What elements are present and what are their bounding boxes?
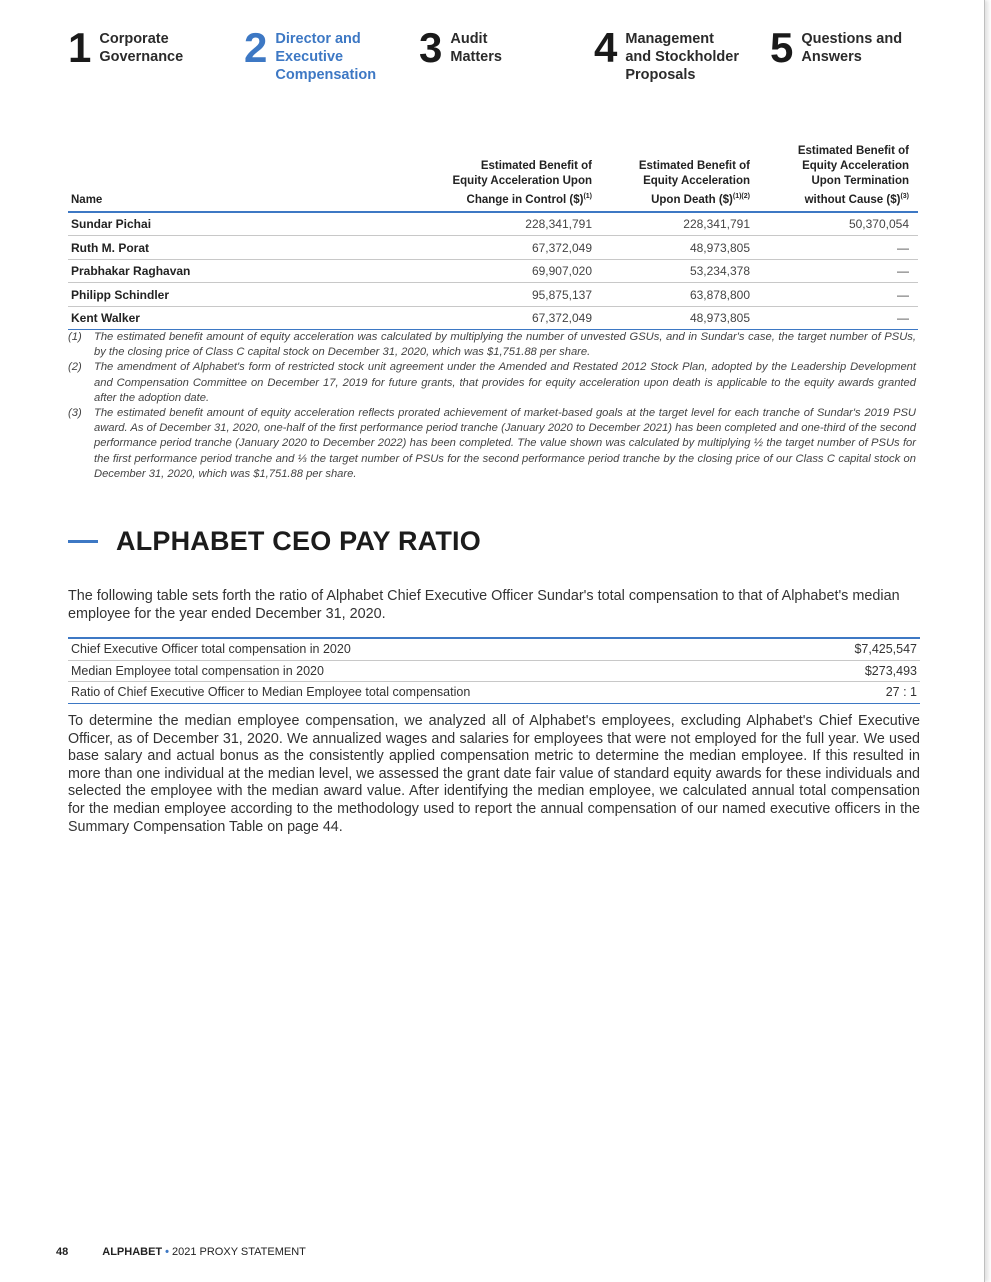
nav-item-compensation[interactable] (244, 24, 377, 84)
cell-change-in-control: 95,875,137 (423, 283, 601, 307)
nav-number: 4 (594, 24, 618, 71)
nav-item-audit-matters[interactable] (419, 24, 502, 71)
cell-death: 228,341,791 (601, 212, 759, 236)
row-value: 27 : 1 (885, 685, 917, 700)
nav-number: 3 (419, 24, 443, 71)
cell-termination: — (759, 259, 918, 283)
row-name: Philipp Schindler (68, 283, 423, 307)
row-name: Sundar Pichai (68, 212, 423, 236)
row-name: Ruth M. Porat (68, 236, 423, 260)
header-death: Estimated Benefit of Equity Acceleration Upon Death ($)$^{(1)(2)}$ (638, 160, 750, 206)
table-row (68, 306, 918, 330)
nav-label: Corporate Governance (99, 31, 184, 65)
nav-item-proposals[interactable] (594, 24, 739, 84)
cell-termination: — (759, 283, 918, 307)
table-row (68, 212, 918, 236)
nav-item-corporate-governance[interactable] (68, 24, 184, 71)
section-nav (68, 24, 921, 90)
table-row (68, 638, 920, 660)
section-heading: ALPHABET CEO PAY RATIO (116, 526, 481, 556)
header-termination: Estimated Benefit of Equity Acceleration Upon Termination without Cause ($)$^{(3)}$ (797, 145, 909, 206)
cell-death: 48,973,805 (601, 306, 759, 330)
footnote-text: The estimated benefit amount of equity acceleration reflects prorated achievement of market-based goals at the target level for each tranche of Sundar's 2019 PSU award. As of December 31, 2020, one-half of the first performance period tranche (January 2020 to December 2021) has been completed and one-third of the second performance period tranche (January 2020 to December 2022) has been completed. The value shown was calculated by multiplying ½ the target number of PSUs for the first performance period tranche and ⅓ the target number of PSUs for the second performance period tranche by the closing price of our Class C capital stock on December 31, 2020, which was $1,751.88 per share. (94, 407, 916, 480)
equity-acceleration-table (68, 144, 918, 330)
header-change-in-control: Estimated Benefit of Equity Acceleration Upon Change in Control ($)$^{(1)}$ (452, 160, 592, 206)
cell-termination: — (759, 306, 918, 330)
section-title (68, 526, 481, 557)
page-footer (56, 1246, 306, 1258)
table-row (68, 236, 918, 260)
row-value: $7,425,547 (797, 638, 920, 660)
table-row (68, 682, 920, 704)
nav-number: 1 (68, 24, 92, 71)
cell-termination: — (759, 236, 918, 260)
row-label: Ratio of Chief Executive Officer to Median Employee total compensation (71, 685, 471, 700)
cell-termination: 50,370,054 (759, 212, 918, 236)
footnote (68, 330, 916, 360)
footnote-text: The amendment of Alphabet's form of restricted stock unit agreement under the Amended and Restated 2012 Stock Plan, adopted by the Leadership Development and Compensation Committee on December 17, 2019 for future grants, that provides for equity acceleration upon death is applicable to the equity awards granted after the adoption date. (94, 361, 916, 404)
cell-change-in-control: 69,907,020 (423, 259, 601, 283)
table-row (68, 259, 918, 283)
page-number: 48 (56, 1246, 69, 1258)
nav-number: 2 (244, 24, 268, 71)
pay-ratio-intro: The following table sets forth the ratio of Alphabet Chief Executive Officer Sundar's total compensation to that of Alphabet's median employee for the year ended December 31, 2020. (68, 588, 900, 622)
nav-item-questions[interactable] (770, 24, 903, 71)
methodology-paragraph: To determine the median employee compensation, we analyzed all of Alphabet's employees, excluding Alphabet's Chief Executive Officer, as of December 31, 2020. We annualized wages and salaries for employees that were not employed for the full year. We used base salary and actual bonus as the consistently applied compensation metric to determine the median employee. If this resulted in more than one individual at the median level, we assessed the grant date fair value of standard equity awards for these individuals and selected the employee with the median award value. After identifying the median employee, we calculated annual total compensation for the median employee according to the methodology used to report the annual compensation of our named executive officers in the Summary Compensation Table on page 44. (68, 713, 920, 835)
footnotes (68, 330, 916, 482)
nav-number: 5 (770, 24, 794, 71)
footnote-mark: (1) (68, 331, 82, 343)
nav-label: Questions and Answers (801, 31, 903, 65)
row-label: Chief Executive Officer total compensation in 2020 (68, 638, 797, 660)
footer-separator: • (165, 1246, 169, 1258)
footnote (68, 406, 916, 482)
row-value: $273,493 (797, 660, 920, 682)
footer-doc-title: 2021 PROXY STATEMENT (172, 1246, 306, 1258)
cell-death: 48,973,805 (601, 236, 759, 260)
nav-label: Management and Stockholder Proposals (625, 31, 739, 83)
footnote-mark: (3) (68, 407, 82, 420)
nav-label: Director and Executive Compensation (275, 31, 377, 83)
footnote (68, 360, 916, 406)
cell-death: 63,878,800 (601, 283, 759, 307)
header-name: Name (71, 193, 103, 206)
title-dash (68, 540, 98, 543)
row-name: Kent Walker (68, 306, 423, 330)
cell-change-in-control: 67,372,049 (423, 306, 601, 330)
footnote-text: The estimated benefit amount of equity acceleration was calculated by multiplying the number of unvested GSUs, and in Sundar's case, the target number of PSUs, by the closing price of Class C capital stock on December 31, 2020, which was $1,751.88 per share. (94, 331, 916, 359)
footer-brand: ALPHABET (102, 1246, 163, 1258)
footnote-mark: (2) (68, 361, 82, 374)
table-header-row (68, 144, 918, 212)
table-row (68, 283, 918, 307)
nav-label: Audit Matters (450, 31, 502, 65)
cell-change-in-control: 228,341,791 (423, 212, 601, 236)
table-row (68, 660, 920, 682)
row-name: Prabhakar Raghavan (68, 259, 423, 283)
row-label: Median Employee total compensation in 2020 (68, 660, 797, 682)
pay-ratio-table (68, 637, 920, 704)
cell-death: 53,234,378 (601, 259, 759, 283)
cell-change-in-control: 67,372,049 (423, 236, 601, 260)
